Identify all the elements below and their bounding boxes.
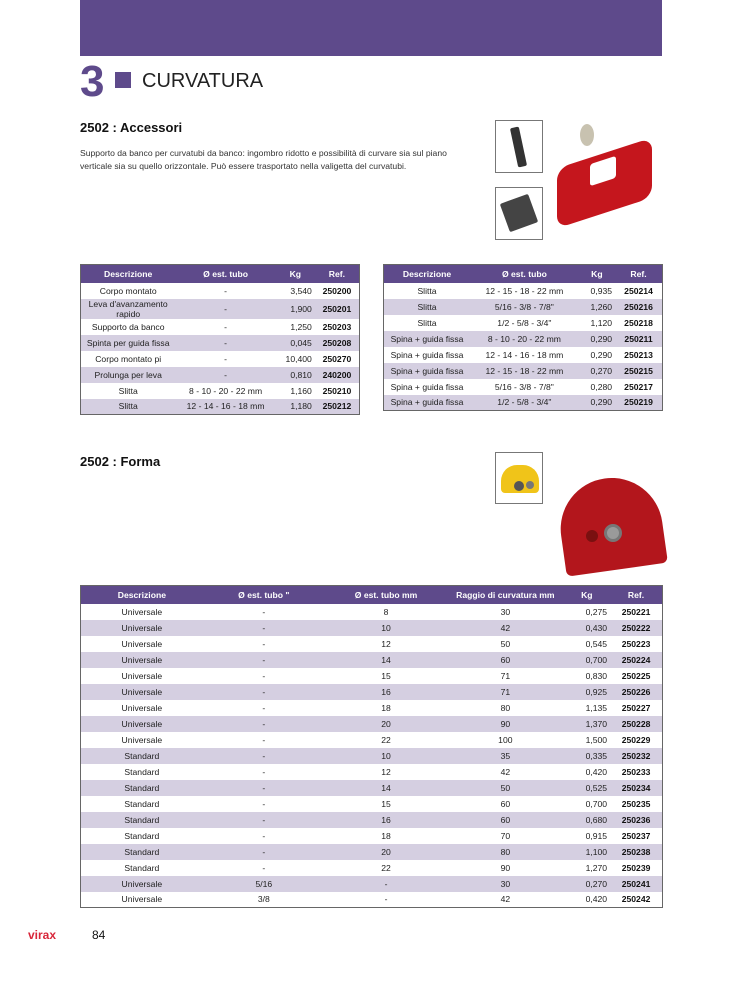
- table-cell: 0,700: [564, 652, 611, 668]
- table-cell: Standard: [81, 844, 203, 860]
- table-cell: 3/8: [257, 894, 270, 905]
- table-cell: 42: [447, 620, 563, 636]
- table-row: [384, 299, 663, 315]
- column-header: Raggio di curvatura mm: [447, 586, 563, 604]
- column-header: Descrizione: [81, 265, 176, 283]
- table-cell: Slitta: [384, 299, 470, 315]
- table-cell: 71: [447, 684, 563, 700]
- table-row: [81, 335, 360, 351]
- table-cell: 10,400: [285, 353, 312, 364]
- table-cell: 250212: [315, 399, 360, 415]
- product-image-pin: [495, 120, 543, 173]
- table-cell: 0,545: [585, 638, 608, 649]
- table-cell: -: [224, 285, 228, 296]
- table-cell: 15: [381, 798, 391, 809]
- table-cell: 250217: [624, 381, 653, 392]
- table-cell: Corpo montato: [99, 285, 157, 296]
- table-row: [81, 383, 360, 399]
- table-cell: 250214: [624, 285, 653, 296]
- table-cell: 60: [500, 798, 511, 809]
- table-cell: 0,290: [579, 395, 615, 411]
- table-cell: 80: [500, 702, 511, 713]
- table-cell: 1,100: [564, 844, 611, 860]
- table-cell: 250236: [610, 812, 662, 828]
- table-cell: 0,525: [564, 780, 611, 796]
- table-cell: 0,830: [585, 670, 608, 681]
- column-header: Kg: [276, 265, 315, 283]
- table-cell: Spina + guida fissa: [390, 381, 464, 392]
- table-row: [81, 367, 360, 383]
- table-cell: -: [224, 353, 228, 364]
- table-cell: Slitta: [417, 285, 437, 296]
- table-cell: 12 - 14 - 16 - 18 mm: [175, 399, 275, 415]
- table-row: [81, 668, 663, 684]
- table-cell: Standard: [81, 748, 203, 764]
- chapter-title: CURVATURA: [142, 70, 264, 92]
- table-row: [81, 283, 360, 299]
- table-cell: Standard: [124, 862, 160, 873]
- table-cell: -: [175, 335, 275, 351]
- table-cell: -: [175, 299, 275, 319]
- table-cell: Spina + guida fissa: [384, 395, 470, 411]
- table-cell: 5/16: [203, 876, 325, 892]
- table-cell: 18: [381, 830, 391, 841]
- table-cell: Universale: [81, 716, 203, 732]
- table-forma: [80, 585, 663, 908]
- table-cell: 12: [381, 638, 391, 649]
- table-cell: -: [175, 367, 275, 383]
- table-cell: Standard: [81, 812, 203, 828]
- table-cell: Universale: [121, 894, 163, 905]
- table-row: [81, 319, 360, 335]
- table-cell: 1,500: [585, 734, 608, 745]
- table-cell: 250213: [624, 349, 653, 360]
- table-cell: -: [262, 702, 266, 713]
- table-cell: -: [262, 862, 266, 873]
- table-cell: 16: [325, 812, 447, 828]
- column-header: Ref.: [610, 586, 662, 604]
- table-cell: 15: [381, 670, 391, 681]
- table-cell: 50: [500, 638, 511, 649]
- table-cell: 0,280: [590, 381, 613, 392]
- table-cell: 0,270: [579, 363, 615, 379]
- product-image-slide: [495, 187, 543, 240]
- table-cell: -: [262, 830, 266, 841]
- table-cell: 42: [500, 894, 511, 905]
- table-cell: -: [262, 798, 266, 809]
- table-cell: -: [203, 716, 325, 732]
- table-cell: 250208: [315, 335, 360, 351]
- table-row: [81, 299, 360, 319]
- table-row: [81, 636, 663, 652]
- table-cell: 1,260: [579, 299, 615, 315]
- table-cell: 18: [381, 702, 391, 713]
- table-cell: Universale: [81, 620, 203, 636]
- product-image-bench-support: [552, 138, 662, 228]
- table-cell: 0,335: [564, 748, 611, 764]
- table-row: [81, 716, 663, 732]
- table-cell: -: [325, 876, 447, 892]
- table-cell: 12 - 15 - 18 - 22 mm: [470, 363, 579, 379]
- table-cell: 20: [325, 844, 447, 860]
- table-cell: 250221: [621, 606, 651, 617]
- table-cell: 250222: [610, 620, 662, 636]
- table-cell: -: [203, 684, 325, 700]
- table-row: [384, 315, 663, 331]
- table-header-row: [81, 586, 663, 604]
- table-row: [81, 732, 663, 748]
- table-cell: 30: [500, 606, 511, 617]
- table-cell: Prolunga per leva: [81, 367, 176, 383]
- table-cell: 250200: [322, 285, 352, 296]
- table-cell: -: [203, 652, 325, 668]
- table-cell: 10: [325, 748, 447, 764]
- table-cell: 0,700: [585, 798, 608, 809]
- table-cell: 250201: [315, 299, 360, 319]
- table-cell: 1,180: [276, 399, 315, 415]
- table-cell: Universale: [121, 702, 163, 713]
- table-cell: 20: [325, 716, 447, 732]
- table-row: [81, 652, 663, 668]
- table-cell: Standard: [124, 830, 160, 841]
- table-cell: -: [203, 620, 325, 636]
- table-row: [81, 844, 663, 860]
- table-cell: 1/2 - 5/8 - 3/4": [470, 395, 579, 411]
- chapter-number: 3: [80, 57, 105, 106]
- table-row: [384, 331, 663, 347]
- table-cell: 1,270: [585, 862, 608, 873]
- table-cell: 250234: [610, 780, 662, 796]
- table-cell: 80: [447, 844, 563, 860]
- table-cell: Universale: [121, 670, 163, 681]
- table-cell: 250242: [621, 894, 651, 905]
- table-cell: 0,275: [585, 606, 608, 617]
- column-header: Ø est. tubo: [175, 265, 275, 283]
- column-header: Kg: [564, 586, 611, 604]
- table-cell: 8: [383, 606, 389, 617]
- table-cell: 12 - 15 - 18 - 22 mm: [485, 285, 564, 296]
- table-cell: 250227: [621, 702, 651, 713]
- table-cell: 22: [381, 862, 391, 873]
- table-cell: 8 - 10 - 20 - 22 mm: [470, 331, 579, 347]
- table-cell: 42: [500, 766, 511, 777]
- section-title-forma: 2502 : Forma: [80, 454, 161, 469]
- table-cell: 0,290: [579, 331, 615, 347]
- table-cell: Slitta: [417, 317, 437, 328]
- table-cell: Universale: [81, 876, 203, 892]
- table-row: [384, 395, 663, 411]
- table-cell: 0,915: [585, 830, 608, 841]
- table-cell: 16: [325, 684, 447, 700]
- table-row: [81, 780, 663, 796]
- table-cell: -: [224, 321, 228, 332]
- table-cell: -: [203, 812, 325, 828]
- table-cell: 250218: [624, 317, 653, 328]
- table-cell: 5/16 - 3/8 - 7/8": [494, 381, 554, 392]
- table-cell: 250210: [322, 385, 352, 396]
- table-cell: Universale: [121, 638, 163, 649]
- table-cell: 250223: [621, 638, 651, 649]
- table-cell: 12: [381, 766, 391, 777]
- table-cell: 5/16 - 3/8 - 7/8": [470, 299, 579, 315]
- table-cell: 1,900: [276, 299, 315, 319]
- table-cell: 0,420: [585, 766, 608, 777]
- table-cell: 250229: [621, 734, 651, 745]
- table-cell: 1,120: [590, 317, 613, 328]
- table-cell: 1,135: [585, 702, 608, 713]
- table-cell: 250226: [610, 684, 662, 700]
- table-cell: 100: [498, 734, 513, 745]
- table-cell: -: [262, 734, 266, 745]
- table-cell: 250238: [610, 844, 662, 860]
- column-header: Ø est. tubo ": [203, 586, 325, 604]
- table-cell: 0,270: [564, 876, 611, 892]
- product-image-red-form: [560, 478, 662, 570]
- table-cell: 0,045: [276, 335, 315, 351]
- product-image-yellow-form: [495, 452, 543, 504]
- table-row: [81, 892, 663, 908]
- table-cell: 250235: [621, 798, 651, 809]
- chapter-square-icon: [115, 72, 131, 88]
- table-cell: 0,925: [564, 684, 611, 700]
- table-row: [81, 620, 663, 636]
- table-cell: -: [384, 894, 388, 905]
- table-cell: 90: [500, 862, 511, 873]
- table-cell: Supporto da banco: [91, 321, 165, 332]
- table-cell: -: [203, 844, 325, 860]
- table-cell: 250233: [621, 766, 651, 777]
- page-number: 84: [92, 928, 106, 942]
- table-row: [81, 684, 663, 700]
- table-cell: 0,290: [590, 349, 613, 360]
- table-cell: -: [262, 670, 266, 681]
- table-header-row: [81, 265, 360, 283]
- table-row: [81, 764, 663, 780]
- table-cell: Spinta per guida fissa: [81, 335, 176, 351]
- table-cell: Standard: [124, 766, 160, 777]
- table-cell: 90: [447, 716, 563, 732]
- table-row: [81, 812, 663, 828]
- table-cell: 12 - 14 - 16 - 18 mm: [485, 349, 564, 360]
- column-header: Descrizione: [384, 265, 470, 283]
- table-cell: 1,160: [290, 385, 312, 396]
- table-row: [81, 860, 663, 876]
- table-cell: 30: [447, 876, 563, 892]
- table-cell: 0,810: [276, 367, 315, 383]
- table-cell: Universale: [121, 734, 163, 745]
- column-header: Ref.: [615, 265, 662, 283]
- table-cell: 250237: [621, 830, 651, 841]
- table-cell: 8 - 10 - 20 - 22 mm: [189, 385, 263, 396]
- table-cell: -: [262, 766, 266, 777]
- table-cell: Universale: [81, 684, 203, 700]
- table-cell: 1/2 - 5/8 - 3/4": [497, 317, 552, 328]
- virax-logo: virax: [28, 928, 57, 942]
- table-cell: Slitta: [81, 399, 176, 415]
- table-cell: 10: [325, 620, 447, 636]
- table-cell: 250203: [322, 321, 352, 332]
- table-cell: Spina + guida fissa: [384, 331, 470, 347]
- table-cell: 240200: [315, 367, 360, 383]
- table-cell: -: [203, 780, 325, 796]
- table-cell: 60: [447, 652, 563, 668]
- table-cell: Universale: [121, 606, 163, 617]
- table-row: [384, 363, 663, 379]
- table-cell: 250228: [610, 716, 662, 732]
- table-row: [81, 604, 663, 620]
- table-row: [81, 828, 663, 844]
- table-row: [384, 283, 663, 299]
- table-cell: Standard: [124, 798, 160, 809]
- table-cell: 250224: [610, 652, 662, 668]
- table-cell: 250211: [615, 331, 662, 347]
- table-cell: Spina + guida fissa: [384, 363, 470, 379]
- table-cell: Universale: [81, 652, 203, 668]
- table-row: [81, 748, 663, 764]
- table-cell: 14: [325, 652, 447, 668]
- table-cell: 22: [381, 734, 391, 745]
- table-cell: 250215: [615, 363, 662, 379]
- table-cell: 250241: [610, 876, 662, 892]
- table-cell: 3,540: [290, 285, 312, 296]
- header-band: [80, 0, 662, 56]
- column-header: Ø est. tubo mm: [325, 586, 447, 604]
- table-row: [81, 876, 663, 892]
- section-title-accessori: 2502 : Accessori: [80, 120, 183, 135]
- table-cell: Leva d'avanzamento rapido: [81, 299, 176, 319]
- table-cell: 250270: [322, 353, 352, 364]
- column-header: Kg: [579, 265, 615, 283]
- table-header-row: [384, 265, 663, 283]
- table-cell: Standard: [81, 780, 203, 796]
- table-cell: 250225: [621, 670, 651, 681]
- table-cell: 35: [447, 748, 563, 764]
- table-cell: -: [262, 606, 266, 617]
- table-cell: 14: [325, 780, 447, 796]
- table-cell: 0,935: [590, 285, 613, 296]
- table-cell: 250219: [615, 395, 662, 411]
- table-row: [81, 796, 663, 812]
- table-accessori-right: [383, 264, 663, 411]
- column-header: Descrizione: [81, 586, 203, 604]
- table-cell: 0,680: [564, 812, 611, 828]
- column-header: Ref.: [315, 265, 360, 283]
- table-accessori-left: [80, 264, 360, 415]
- section-intro: Supporto da banco per curvatubi da banco: ingombro ridotto e possibilità di curvare sia sul piano verticale sia su quello orizzontale. Può essere trasportato nella valigetta del curvatubi.: [80, 148, 447, 171]
- table-cell: -: [203, 748, 325, 764]
- table-cell: 60: [447, 812, 563, 828]
- table-row: [81, 351, 360, 367]
- table-cell: 250239: [621, 862, 651, 873]
- table-cell: 71: [500, 670, 511, 681]
- table-cell: 50: [447, 780, 563, 796]
- table-cell: 0,430: [564, 620, 611, 636]
- table-cell: 0,420: [585, 894, 608, 905]
- table-row: [384, 347, 663, 363]
- table-cell: Corpo montato pi: [95, 353, 162, 364]
- column-header: Ø est. tubo: [470, 265, 579, 283]
- table-cell: 70: [500, 830, 511, 841]
- table-cell: 250232: [610, 748, 662, 764]
- table-cell: 1,250: [290, 321, 312, 332]
- table-cell: Slitta: [118, 385, 138, 396]
- table-cell: 250216: [615, 299, 662, 315]
- table-cell: Spina + guida fissa: [390, 349, 464, 360]
- table-cell: 1,370: [564, 716, 611, 732]
- table-row: [81, 700, 663, 716]
- table-cell: -: [262, 638, 266, 649]
- table-row: [81, 399, 360, 415]
- table-row: [384, 379, 663, 395]
